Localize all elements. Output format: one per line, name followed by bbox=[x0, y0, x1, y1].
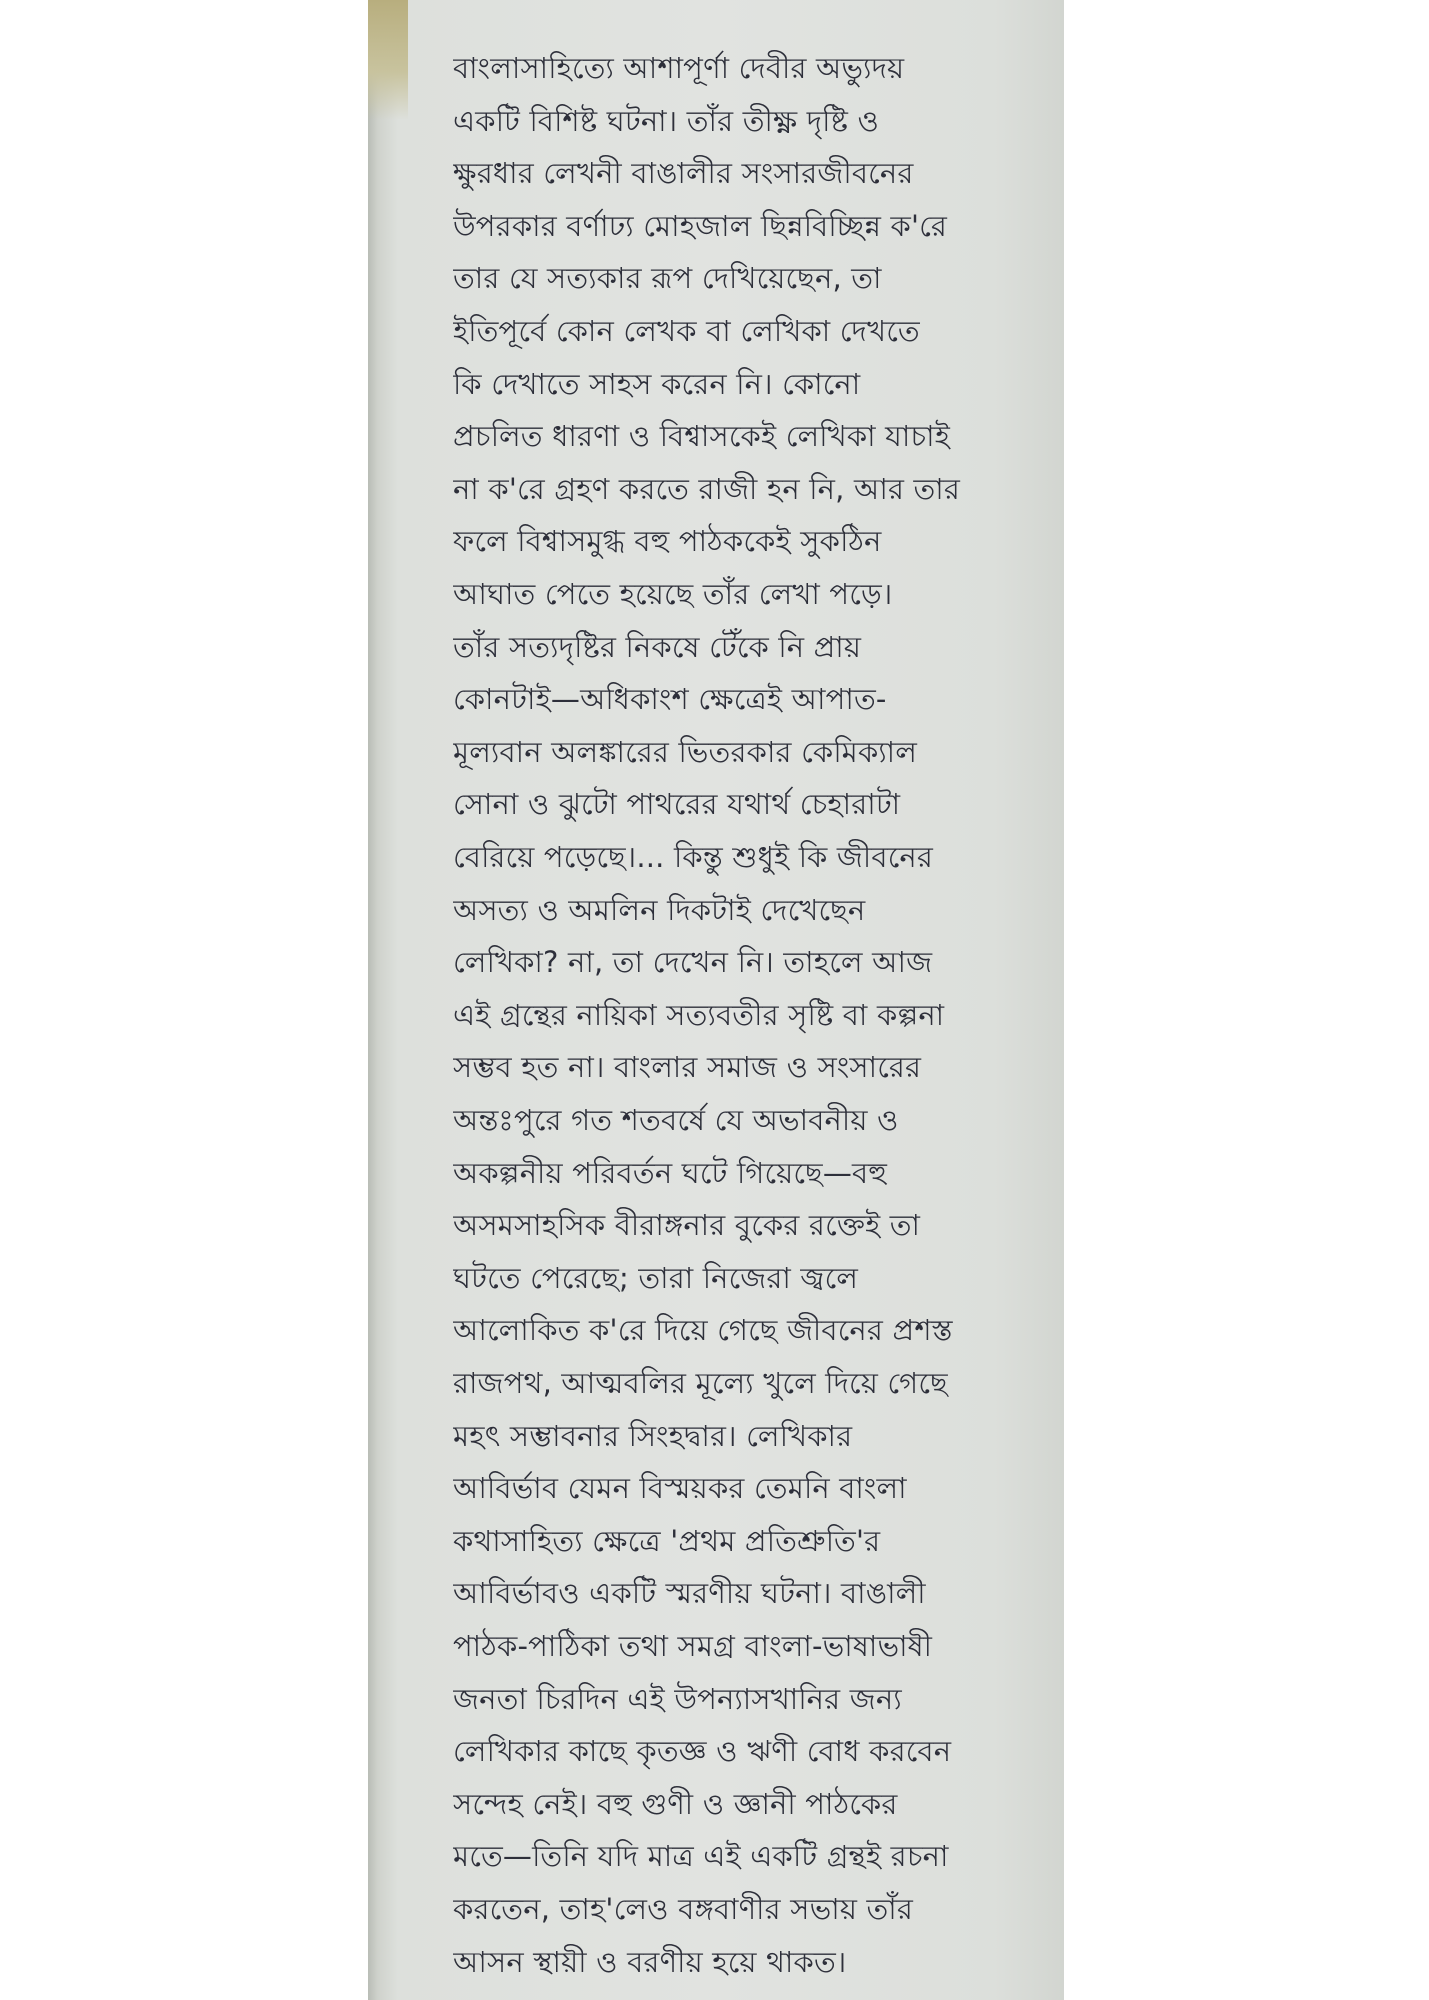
text-line: আবির্ভাব যেমন বিস্ময়কর তেমনি বাংলা bbox=[453, 1471, 907, 1506]
text-line: রাজপথ, আত্মবলির মূল্যে খুলে দিয়ে গেছে bbox=[453, 1366, 948, 1400]
text-line: সম্ভব হত না। বাংলার সমাজ ও সংসারের bbox=[453, 1050, 922, 1085]
text-line: কি দেখাতে সাহস করেন নি। কোনো bbox=[453, 366, 861, 401]
text-line: মতে—তিনি যদি মাত্র এই একটি গ্রন্থই রচনা bbox=[453, 1839, 949, 1874]
text-line: না ক'রে গ্রহণ করতে রাজী হন নি, আর তার bbox=[453, 471, 961, 506]
scanned-page bbox=[378, 0, 1064, 2000]
text-line: কথাসাহিত্য ক্ষেত্রে 'প্রথম প্রতিশ্রুতি'র bbox=[453, 1523, 881, 1558]
text-line: অসমসাহসিক বীরাঙ্গনার বুকের রক্তেই তা bbox=[453, 1208, 921, 1243]
text-line: করতেন, তাহ'লেও বঙ্গবাণীর সভায় তাঁর bbox=[453, 1892, 914, 1926]
text-line: ক্ষুরধার লেখনী বাঙালীর সংসারজীবনের bbox=[453, 156, 914, 191]
text-line: তাঁর সত্যদৃষ্টির নিকষে টেঁকে নি প্রায় bbox=[453, 629, 862, 664]
text-line: সোনা ও ঝুটো পাথরের যথার্থ চেহারাটা bbox=[453, 787, 901, 822]
body-paragraph bbox=[453, 40, 1023, 1979]
text-line: অন্তঃপুরে গত শতবর্ষে যে অভাবনীয় ও bbox=[453, 1103, 899, 1137]
text-line: কোনটাই—অধিকাংশ ক্ষেত্রেই আপাত- bbox=[453, 682, 887, 717]
text-line: আলোকিত ক'রে দিয়ে গেছে জীবনের প্রশস্ত bbox=[453, 1313, 953, 1348]
text-line: অকল্পনীয় পরিবর্তন ঘটে গিয়েছে—বহু bbox=[453, 1155, 888, 1190]
text-line: মূল্যবান অলঙ্কারের ভিতরকার কেমিক্যাল bbox=[453, 734, 918, 769]
text-line: বেরিয়ে পড়েছে।... কিন্তু শুধুই কি জীবনের bbox=[453, 840, 934, 874]
text-line: এই গ্রন্থের নায়িকা সত্যবতীর সৃষ্টি বা কল্পনা bbox=[453, 997, 945, 1032]
text-line: মহৎ সম্ভাবনার সিংহদ্বার। লেখিকার bbox=[453, 1418, 853, 1453]
text-line: তার যে সত্যকার রূপ দেখিয়েছেন, তা bbox=[453, 261, 882, 296]
text-line: ইতিপূর্বে কোন লেখক বা লেখিকা দেখতে bbox=[453, 314, 920, 348]
text-line: আবির্ভাবও একটি স্মরণীয় ঘটনা। বাঙালী bbox=[453, 1576, 926, 1611]
text-line: পাঠক-পাঠিকা তথা সমগ্র বাংলা-ভাষাভাষী bbox=[453, 1629, 933, 1663]
text-line: লেখিকা? না, তা দেখেন নি। তাহলে আজ bbox=[453, 945, 933, 980]
text-line: আঘাত পেতে হয়েছে তাঁর লেখা পড়ে। bbox=[453, 577, 893, 611]
text-line: প্রচলিত ধারণা ও বিশ্বাসকেই লেখিকা যাচাই bbox=[453, 419, 951, 454]
text-line: ঘটতে পেরেছে; তারা নিজেরা জ্বলে bbox=[453, 1260, 859, 1295]
text-line: উপরকার বর্ণাঢ্য মোহজাল ছিন্নবিচ্ছিন্ন ক'রে bbox=[453, 208, 948, 243]
text-line: জনতা চিরদিন এই উপন্যাসখানির জন্য bbox=[453, 1681, 902, 1716]
text-line: অসত্য ও অমলিন দিকটাই দেখেছেন bbox=[453, 892, 866, 927]
text-line: একটি বিশিষ্ট ঘটনা। তাঁর তীক্ষ্ণ দৃষ্টি ও bbox=[453, 103, 880, 138]
text-line: ফলে বিশ্বাসমুগ্ধ বহু পাঠককেই সুকঠিন bbox=[453, 524, 882, 559]
text-line: বাংলাসাহিত্যে আশাপূর্ণা দেবীর অভ্যুদয় bbox=[453, 51, 905, 85]
text-line: লেখিকার কাছে কৃতজ্ঞ ও ঋণী বোধ করবেন bbox=[453, 1734, 952, 1769]
text-line: সন্দেহ নেই। বহু গুণী ও জ্ঞানী পাঠকের bbox=[453, 1786, 898, 1821]
text-line: আসন স্থায়ী ও বরণীয় হয়ে থাকত। bbox=[453, 1944, 847, 1979]
